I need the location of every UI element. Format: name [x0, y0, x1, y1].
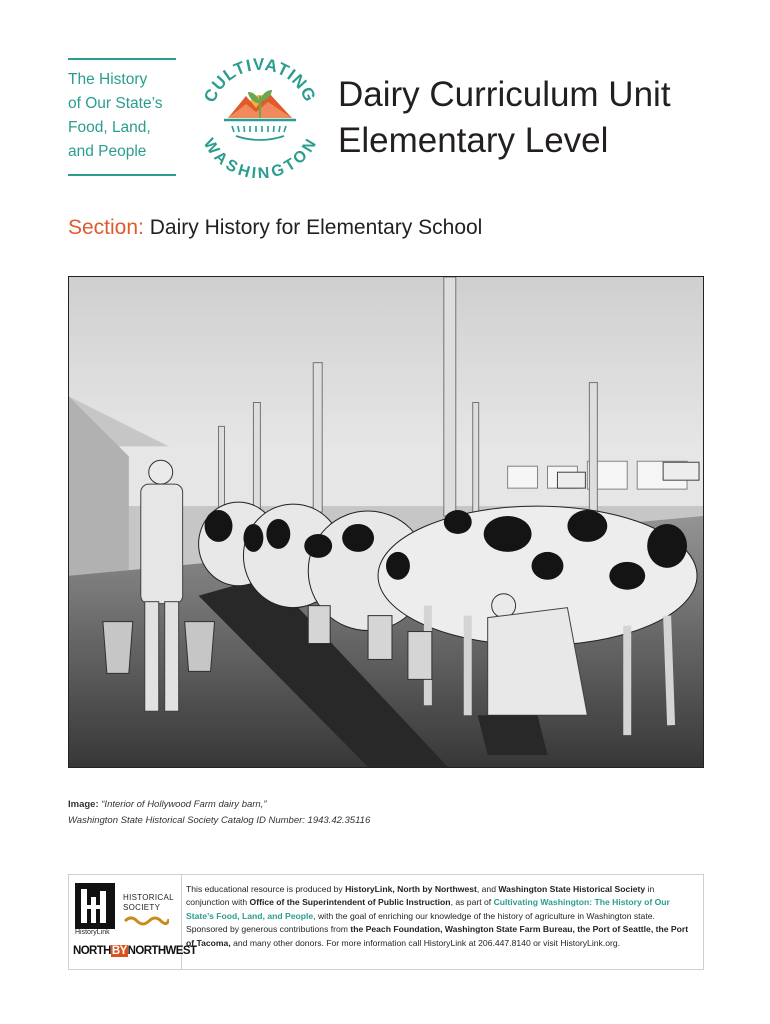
historylink-label: HistoryLink — [75, 929, 110, 936]
section-heading — [68, 216, 482, 240]
section-label: Section: — [68, 216, 144, 239]
section-value: Dairy History for Elementary School — [149, 216, 483, 239]
credits-t3: in conjunction with — [186, 884, 655, 908]
tagline-rule-top — [68, 58, 176, 60]
tagline-rule-bottom — [68, 174, 176, 176]
nbn-north: NORTH — [73, 945, 111, 957]
credits-b3: Office of the Superintendent of Public Instruction — [249, 897, 451, 908]
credits-t5: , with the goal of enriching our knowledge of the history of agriculture in Washington state. Sponsored by generous contributions from — [186, 910, 655, 935]
tagline-line-1: The History — [68, 71, 148, 88]
historylink-logo-icon — [75, 883, 115, 929]
partner-logos — [69, 875, 197, 969]
society-line-1: HISTORICAL — [123, 893, 174, 902]
credits-b4: the Peach Foundation, Washington State Farm Bureau, the Port of Seattle, the Port of Tacoma, — [186, 924, 689, 948]
nbn-by: BY — [111, 945, 127, 957]
tagline-line-3: Food, Land, — [68, 119, 151, 136]
north-by-northwest-logo — [73, 945, 196, 957]
title-line-1: Dairy Curriculum Unit — [338, 75, 671, 114]
credits-t1: This educational resource is produced by — [186, 884, 346, 894]
credits-b2: Washington State Historical Society — [498, 884, 646, 894]
cultivating-washington-logo — [198, 52, 322, 178]
credits-t4: , as part of — [450, 897, 494, 908]
society-wave-icon — [123, 913, 169, 927]
caption-title: “Interior of Hollywood Farm dairy barn,” — [101, 799, 267, 810]
svg-text:WASHINGTON — [200, 136, 321, 178]
credits-project-name: Cultivating Washington: The History of Our State’s Food, Land, and People — [186, 897, 670, 921]
caption-label: Image: — [68, 799, 99, 810]
tagline-line-4: and People — [68, 143, 147, 160]
nbn-northwest: NORTHWEST — [127, 945, 197, 957]
historical-society-logo — [123, 893, 174, 930]
title-line-2: Elementary Level — [338, 121, 609, 160]
document-title — [338, 72, 671, 164]
credits-text — [186, 883, 698, 950]
dairy-barn-photo — [68, 276, 704, 768]
credits-b1: HistoryLink, North by Northwest — [345, 884, 477, 894]
tagline — [68, 58, 176, 176]
tagline-line-2: of Our State’s — [68, 95, 163, 112]
caption-credit: Washington State Historical Society Catalog ID Number: 1943.42.35116 — [68, 815, 371, 826]
credits-footer — [68, 874, 704, 970]
credits-t6: and many other donors. For more information call HistoryLink at 206.447.8140 or visit HistoryLink.org. — [230, 937, 621, 948]
image-caption — [68, 797, 370, 829]
logo-bottom-text: WASHINGTON — [199, 135, 321, 178]
society-line-2: SOCIETY — [123, 903, 161, 912]
logo-top-text: CULTIVATING — [200, 54, 320, 106]
credits-t2: , and — [476, 884, 499, 894]
